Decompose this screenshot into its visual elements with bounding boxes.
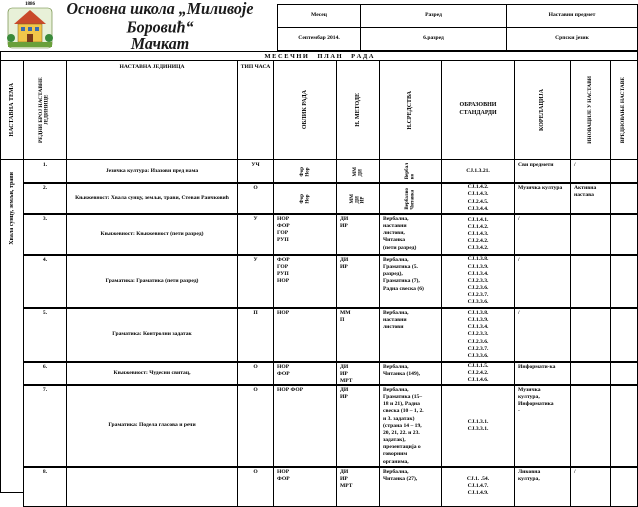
cell-assessment [610, 159, 638, 184]
cell-aids [379, 182, 442, 215]
cell-forms-text: Фор Нор [299, 193, 310, 204]
cell-standards: CJ.1.3.8. CJ.1.3.9. CJ.1.3.4. CJ.2.3.3. CJ.2.3.6. CJ.2.3.7. CJ.3.3.6. [441, 307, 515, 363]
col-correlation-label: КОРЕЛАЦИЈА [539, 89, 546, 131]
cell-methods-text: ММ ДИ ИР [350, 193, 366, 204]
cell-innovations: / [570, 159, 611, 184]
col-innovations-label: ИНОВАЦИЈЕ У НАСТАВИ [586, 76, 593, 144]
cell-methods: ДИ ИР МРТ [336, 361, 380, 386]
cell-lesson: Књижевност: Књижевност (пети разред) [66, 213, 238, 256]
cell-forms: НОР ФОР [273, 466, 337, 507]
col-theme-label: НАСТАВНА ТЕМА [8, 83, 15, 137]
cell-lesson: Граматика: Подела гласова и речи [66, 384, 238, 468]
cell-type: П [237, 307, 274, 363]
cell-standards: CJ.1.3.21. [441, 159, 515, 184]
cell-lesson: Књижевност: Хвала сунцу, земљи, трави, Стеван Раичковић [66, 182, 238, 215]
col-theme [0, 60, 24, 160]
cell-methods: ДИ ИР [336, 213, 380, 256]
cell-correlation: / [514, 254, 571, 309]
cell-no: 5. [23, 307, 67, 363]
cell-aids-text: Вербал но [405, 163, 416, 180]
cell-correlation: Музичка култура [514, 182, 571, 215]
cell-no: 2. [23, 182, 67, 215]
cell-type: У [237, 254, 274, 309]
cell-correlation: Информати-ка [514, 361, 571, 386]
cell-aids: Вербална, Читанка (27), [379, 466, 442, 507]
cell-correlation: / [514, 307, 571, 363]
cell-methods [336, 182, 380, 215]
col-assessment [610, 60, 638, 160]
col-standards: ОБРАЗОВНИ СТАНДАРДИ [441, 60, 515, 160]
cell-lesson: Језичка култура: Изазови пред нама [66, 159, 238, 184]
month-label: Месец [277, 4, 361, 28]
grade-value: 6.разред [360, 27, 507, 51]
cell-standards: CJ.1.4.2. CJ.1.4.3. CJ.2.4.5. CJ.3.4.4. [441, 182, 515, 215]
cell-innovations [570, 213, 611, 256]
grade-label: Разред [360, 4, 507, 28]
cell-assessment [610, 307, 638, 363]
col-methods [336, 60, 380, 160]
cell-aids-text: Вербално Читанка [405, 187, 416, 210]
col-correlation [514, 60, 571, 160]
cell-no: 4. [23, 254, 67, 309]
plan-title: М Е С Е Ч Н И П Л А Н Р А Д А [0, 51, 638, 61]
col-forms [273, 60, 337, 160]
cell-assessment [610, 361, 638, 386]
cell-methods-text: ММ ДИ [352, 166, 363, 177]
cell-methods: ДИ ИР [336, 384, 380, 468]
theme-cell [0, 159, 24, 493]
cell-standards: CJ.1. .54. CJ.1.4.7. CJ.1.4.9. [441, 466, 515, 507]
cell-forms-text: Фор Нор [299, 166, 310, 177]
cell-assessment [610, 182, 638, 215]
cell-innovations [570, 254, 611, 309]
cell-aids: Вербална, наставни листови, Читанка (пети разред) [379, 213, 442, 256]
theme-name: Хвала сунцу, земљи, трави [8, 172, 15, 245]
cell-forms [273, 182, 337, 215]
school-logo [2, 2, 58, 52]
cell-forms [273, 159, 337, 184]
col-aids [379, 60, 442, 160]
cell-type: О [237, 361, 274, 386]
col-forms-label: ОБЛИК РАДА [301, 90, 308, 130]
col-assessment-label: ВРЕДНОВАЊЕ НАСТАВЕ [620, 76, 627, 144]
cell-correlation: Музичка култура, Информатика - [514, 384, 571, 468]
cell-no: 1. [23, 159, 67, 184]
cell-aids: Вербална, Граматика (15– 18 и 21), Радна свеска (10 – 1, 2. и 3. задатак) (страна 14 – 19, 20, 21, 22. и 23. задатак), презентација о говорним органима, [379, 384, 442, 468]
cell-forms: НОР ФОР [273, 384, 337, 468]
school-name [60, 0, 260, 54]
logo-year: 1886 [25, 2, 35, 7]
col-methods-label: Н. МЕТОДЕ [354, 93, 361, 127]
cell-type: УЧ [237, 159, 274, 184]
cell-innovations: Активна настава [570, 182, 611, 215]
cell-aids: Вербална, Граматика (5. разред), Граматика (7), Радна свеска (6) [379, 254, 442, 309]
cell-no: 6. [23, 361, 67, 386]
cell-innovations [570, 384, 611, 468]
cell-forms: ФОР ГОР РУП НОР [273, 254, 337, 309]
cell-innovations [570, 307, 611, 363]
cell-assessment [610, 384, 638, 468]
cell-innovations [570, 361, 611, 386]
cell-type: О [237, 466, 274, 507]
cell-no: 7. [23, 384, 67, 468]
month-value: Септембар 2014. [277, 27, 361, 51]
cell-standards: CJ.1.3.1. CJ.3.3.1. [441, 384, 515, 468]
cell-aids: Вербална, наставни листови [379, 307, 442, 363]
cell-methods: ДИ ИР [336, 254, 380, 309]
col-innovations [570, 60, 611, 160]
school-name-line2: Мачкат [130, 35, 190, 54]
cell-correlation: Ликовна култура, [514, 466, 571, 507]
cell-standards: CJ.1.1.5. CJ.2.4.2. CJ.1.4.6. [441, 361, 515, 386]
col-lesson-no-label: РЕДНИ БРОЈ НАСТАВНЕ ЈЕДИНИЦЕ [38, 77, 50, 143]
cell-aids: Вербална, Читанка (149), [379, 361, 442, 386]
cell-lesson [66, 466, 238, 507]
cell-correlation: / [514, 213, 571, 256]
cell-methods: ММ П [336, 307, 380, 363]
school-name-line1: Основна школа „Миливоје Боровић“ [66, 0, 254, 37]
cell-no: 8. [23, 466, 67, 507]
col-lesson: НАСТАВНА ЈЕДИНИЦА [66, 60, 238, 160]
cell-forms: НОР ФОР ГОР РУП [273, 213, 337, 256]
cell-standards: CJ.1.3.8. CJ.1.3.9. CJ.1.3.4. CJ.2.3.3. CJ.2.3.6. CJ.2.3.7. CJ.3.3.6. [441, 254, 515, 309]
subject-value: Српски језик [506, 27, 638, 51]
col-type: ТИП ЧАСА [237, 60, 274, 160]
col-lesson-no [23, 60, 67, 160]
cell-type: У [237, 213, 274, 256]
cell-no: 3. [23, 213, 67, 256]
cell-lesson: Граматика: Контролни задатак [66, 307, 238, 363]
subject-label: Наставни предмет [506, 4, 638, 28]
cell-type: О [237, 384, 274, 468]
cell-type: О [237, 182, 274, 215]
cell-lesson: Граматика: Граматика (пети разред) [66, 254, 238, 309]
cell-methods [336, 159, 380, 184]
cell-assessment [610, 213, 638, 256]
cell-forms: НОР ФОР [273, 361, 337, 386]
cell-innovations: / [570, 466, 611, 507]
cell-assessment [610, 254, 638, 309]
cell-assessment [610, 466, 638, 507]
cell-forms: НОР [273, 307, 337, 363]
cell-aids [379, 159, 442, 184]
cell-correlation: Сви предмети [514, 159, 571, 184]
cell-methods: ДИ ИР МРТ [336, 466, 380, 507]
cell-standards: CJ.1.4.1. CJ.1.4.2. CJ.1.4.3. CJ.2.4.2. CJ.3.4.2. [441, 213, 515, 256]
cell-lesson: Књижевност: Чудесни свитац, [66, 361, 238, 386]
col-aids-label: Н.СРЕДСТВА [407, 90, 414, 130]
